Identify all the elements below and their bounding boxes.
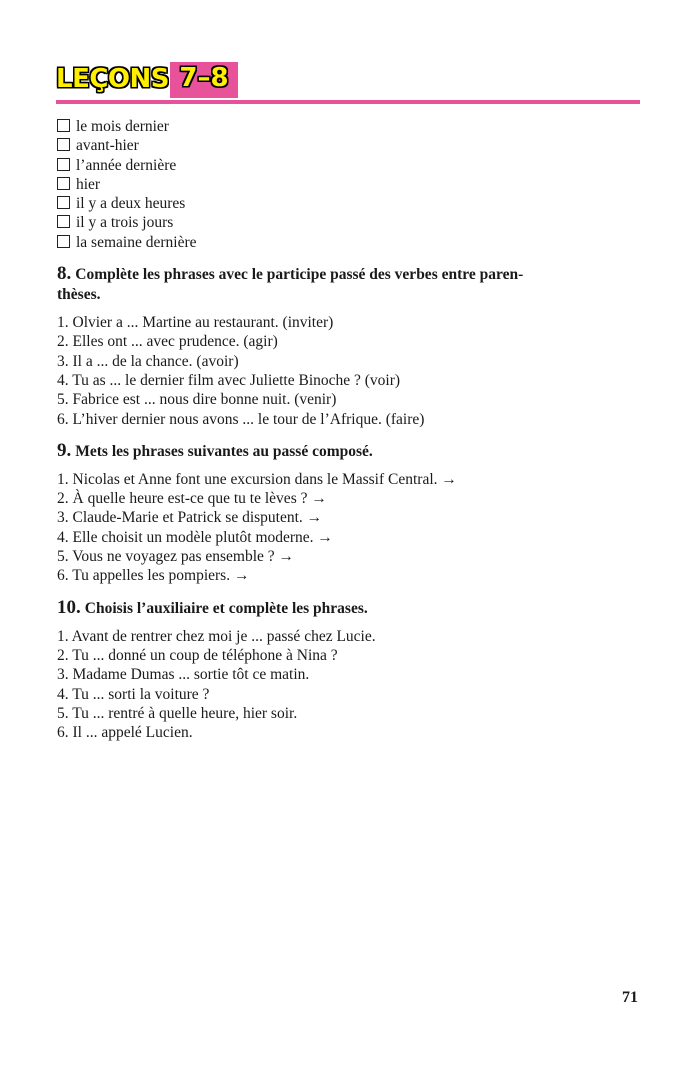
lessons-title: LEÇONS xyxy=(56,64,169,94)
exercise-item: 2. À quelle heure est-ce que tu te lèves ? → xyxy=(57,490,327,508)
exercise-instruction: 9. Mets les phrases suivantes au passé composé. xyxy=(57,439,373,461)
exercise-9 xyxy=(57,441,639,586)
exercise-item: 6. L’hiver dernier nous avons ... le tour de l’Afrique. (faire) xyxy=(57,410,425,428)
checkbox[interactable] xyxy=(57,119,70,132)
checkbox[interactable] xyxy=(57,235,70,248)
checklist-item: avant-hier xyxy=(57,136,639,155)
exercise-8 xyxy=(57,264,639,429)
exercise-item: 5. Tu ... rentré à quelle heure, hier soir. xyxy=(57,704,298,722)
exercise-item: 2. Elles ont ... avec prudence. (agir) xyxy=(57,333,278,351)
page-content xyxy=(57,117,639,742)
exercise-number: 10. xyxy=(57,596,81,618)
exercise-item: 5. Fabrice est ... nous dire bonne nuit. (venir) xyxy=(57,391,337,409)
checklist-item: l’année dernière xyxy=(57,156,639,175)
time-expression-checklist xyxy=(57,117,639,252)
exercise-instruction: 8. Complète les phrases avec le participe passé des verbes entre paren- thèses. xyxy=(57,263,524,304)
exercise-10 xyxy=(57,598,639,743)
exercise-item: 5. Vous ne voyagez pas ensemble ? → xyxy=(57,548,295,566)
header-rule xyxy=(56,100,640,104)
exercise-item: 1. Nicolas et Anne font une excursion dans le Massif Central. → xyxy=(57,470,457,488)
exercise-item: 3. Claude-Marie et Patrick se disputent. → xyxy=(57,509,323,527)
exercise-number: 9. xyxy=(57,439,72,461)
checklist-item: le mois dernier xyxy=(57,117,639,136)
exercise-item: 6. Tu appelles les pompiers. → xyxy=(57,567,250,585)
exercise-item: 6. Il ... appelé Lucien. xyxy=(57,724,193,742)
page-number: 71 xyxy=(622,989,638,1006)
lesson-header xyxy=(56,62,640,106)
checkbox[interactable] xyxy=(57,138,70,151)
checkbox[interactable] xyxy=(57,196,70,209)
exercise-item: 4. Tu ... sorti la voiture ? xyxy=(57,685,210,703)
lesson-range: 7–8 xyxy=(179,63,229,93)
checkbox[interactable] xyxy=(57,158,70,171)
exercise-item: 2. Tu ... donné un coup de téléphone à Nina ? xyxy=(57,646,338,664)
checkbox[interactable] xyxy=(57,215,70,228)
checkbox[interactable] xyxy=(57,177,70,190)
exercise-instruction: 10. Choisis l’auxiliaire et complète les phrases. xyxy=(57,596,368,618)
checklist-item: il y a deux heures xyxy=(57,194,639,213)
exercise-item: 1. Avant de rentrer chez moi je ... passé chez Lucie. xyxy=(57,627,376,645)
exercise-number: 8. xyxy=(57,263,72,285)
exercise-item: 3. Madame Dumas ... sortie tôt ce matin. xyxy=(57,666,310,684)
exercise-item: 4. Elle choisit un modèle plutôt moderne. → xyxy=(57,528,333,546)
exercise-item: 1. Olvier a ... Martine au restaurant. (inviter) xyxy=(57,314,334,332)
checklist-item: hier xyxy=(57,175,639,194)
checklist-item: il y a trois jours xyxy=(57,213,639,232)
lesson-number-box xyxy=(170,62,238,98)
checklist-item: la semaine dernière xyxy=(57,233,639,252)
exercise-item: 3. Il a ... de la chance. (avoir) xyxy=(57,352,239,370)
exercise-item: 4. Tu as ... le dernier film avec Juliette Binoche ? (voir) xyxy=(57,371,401,389)
